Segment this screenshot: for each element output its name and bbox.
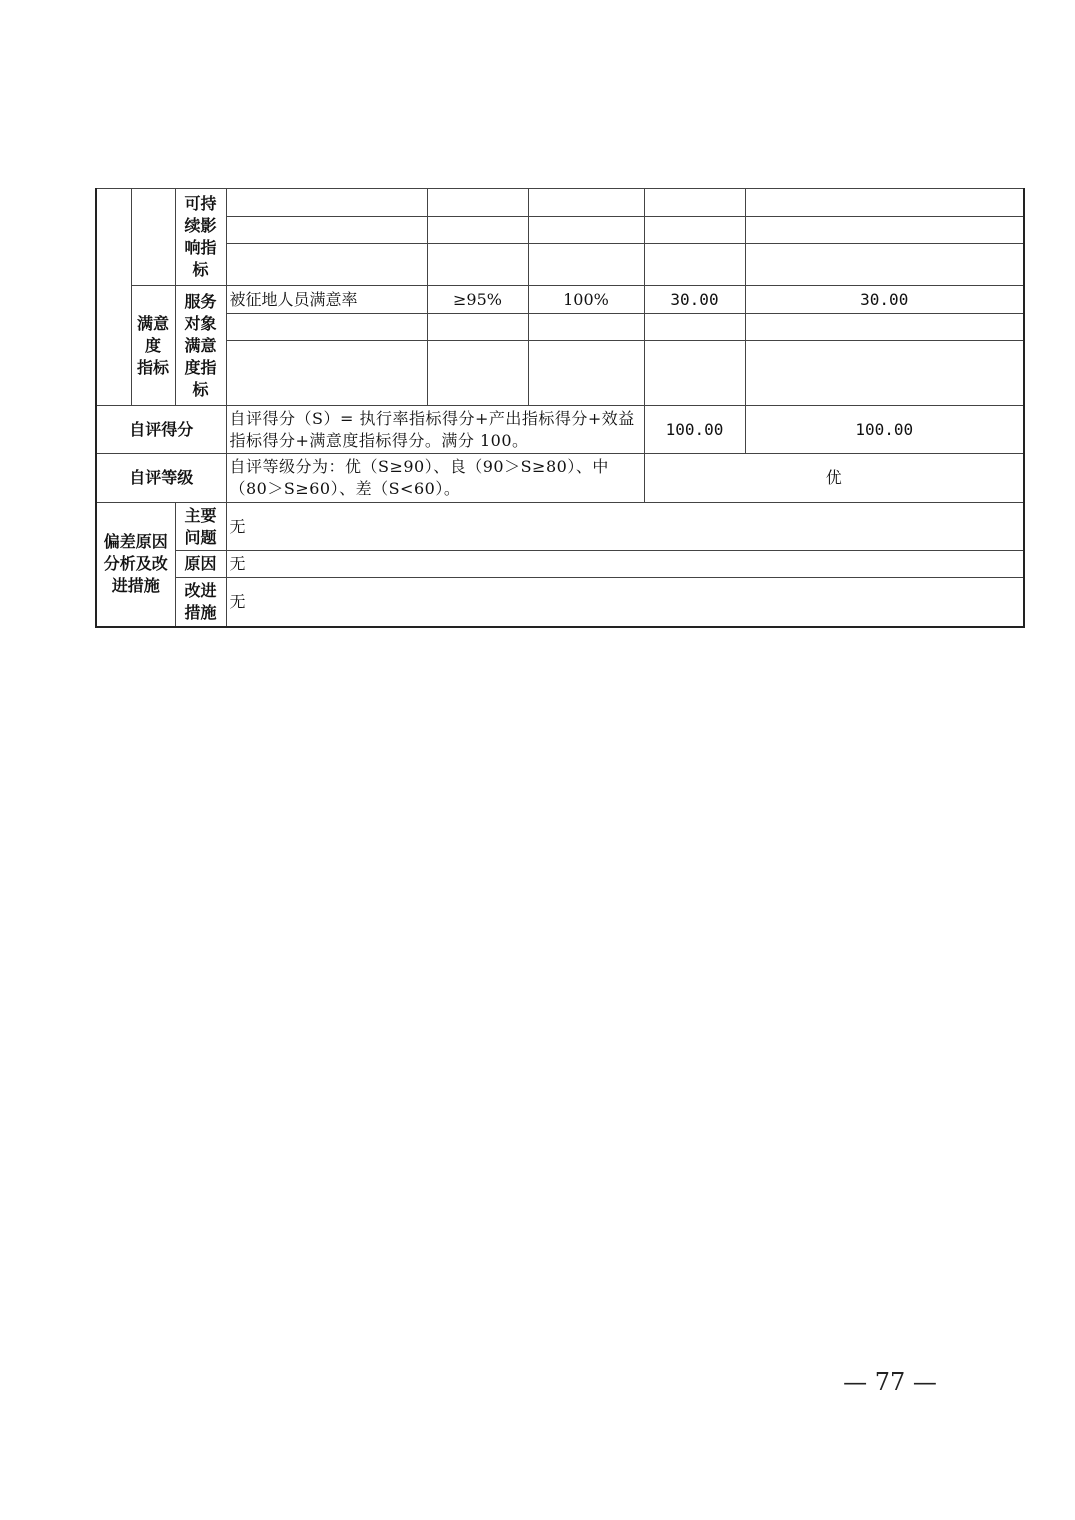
table-cell — [427, 341, 528, 406]
table-cell — [745, 244, 1024, 286]
self-score-value: 100.00 — [745, 406, 1024, 454]
actual-value: 100% — [528, 286, 644, 314]
main-issue-label: 主要 问题 — [175, 503, 226, 551]
table-row — [96, 406, 1024, 454]
deviation-analysis-label: 偏差原因 分析及改 进措施 — [96, 503, 175, 627]
table-cell — [226, 244, 427, 286]
table-row — [96, 286, 1024, 314]
table-cell — [644, 244, 745, 286]
table-cell — [427, 189, 528, 217]
table-cell — [528, 341, 644, 406]
improvement-value: 无 — [226, 578, 1024, 627]
self-score-label: 自评得分 — [96, 406, 226, 454]
table-cell — [427, 314, 528, 341]
table-row — [96, 244, 1024, 286]
self-grade-value: 优 — [644, 454, 1024, 503]
table-row — [96, 551, 1024, 578]
table-row — [96, 578, 1024, 627]
outer-category-cell — [96, 286, 131, 406]
table-row — [96, 314, 1024, 341]
outer-category-cell — [96, 189, 131, 286]
indicator-name: 被征地人员满意率 — [226, 286, 427, 314]
sustain-impact-label: 可持 续影 响指 标 — [175, 189, 226, 286]
target-value: ≥95% — [427, 286, 528, 314]
table-cell — [745, 217, 1024, 244]
table-row — [96, 217, 1024, 244]
table-cell — [644, 217, 745, 244]
table-cell — [644, 189, 745, 217]
main-issue-value: 无 — [226, 503, 1024, 551]
table-cell — [528, 189, 644, 217]
table-row — [96, 341, 1024, 406]
table-cell — [528, 314, 644, 341]
evaluation-table — [95, 188, 1023, 630]
service-satisfaction-label: 服务 对象 满意 度指 标 — [175, 286, 226, 406]
self-grade-description: 自评等级分为：优（S≥90）、良（90＞S≥80）、中（80＞S≥60）、差（S<60）。 — [226, 454, 644, 503]
table-cell — [427, 244, 528, 286]
page-number: — 77 — — [843, 1368, 937, 1396]
satisfaction-group-label: 满意 度 指标 — [131, 286, 175, 406]
improvement-label: 改进 措施 — [175, 578, 226, 627]
weight-value: 30.00 — [644, 286, 745, 314]
score-value: 30.00 — [745, 286, 1024, 314]
table-cell — [427, 217, 528, 244]
table-cell — [644, 314, 745, 341]
table-cell — [528, 244, 644, 286]
table-cell — [226, 314, 427, 341]
score-table — [95, 188, 1025, 628]
table-cell — [528, 217, 644, 244]
table-row — [96, 189, 1024, 217]
table-row — [96, 503, 1024, 551]
reason-value: 无 — [226, 551, 1024, 578]
table-cell — [226, 341, 427, 406]
table-cell — [745, 341, 1024, 406]
self-score-total: 100.00 — [644, 406, 745, 454]
table-cell — [745, 189, 1024, 217]
reason-label: 原因 — [175, 551, 226, 578]
table-cell — [745, 314, 1024, 341]
table-row — [96, 454, 1024, 503]
table-cell — [644, 341, 745, 406]
table-cell — [226, 189, 427, 217]
self-grade-label: 自评等级 — [96, 454, 226, 503]
table-cell — [226, 217, 427, 244]
category-cell — [131, 189, 175, 286]
self-score-description: 自评得分（S）= 执行率指标得分+产出指标得分+效益指标得分+满意度指标得分。满分 100。 — [226, 406, 644, 454]
